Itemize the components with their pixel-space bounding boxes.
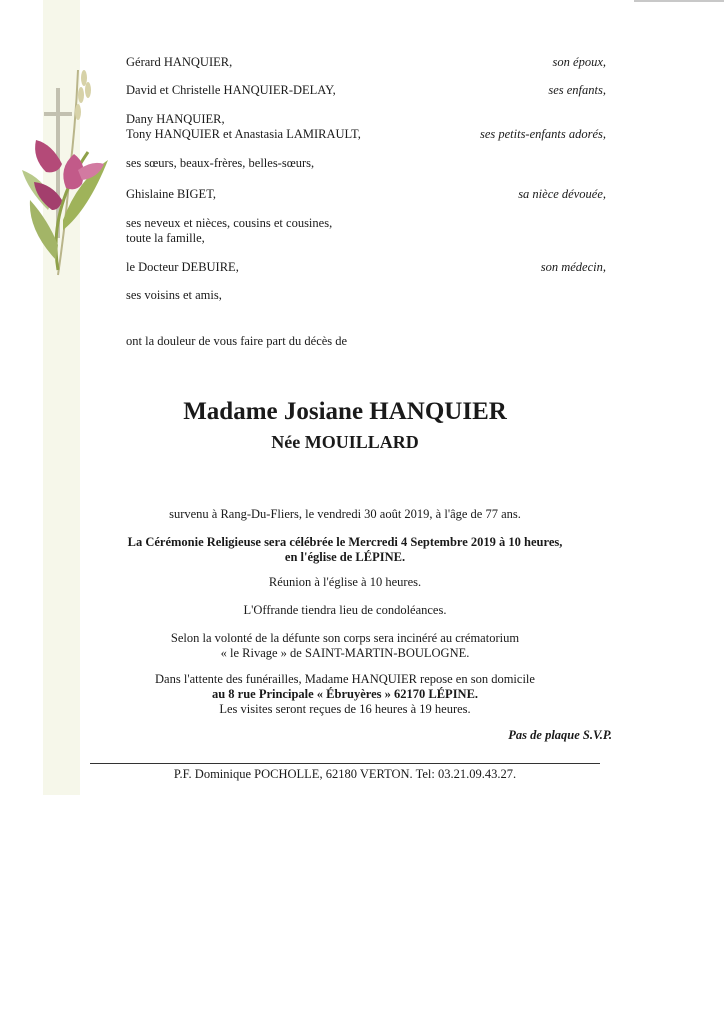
cremation-line-2: « le Rivage » de SAINT-MARTIN-BOULOGNE. [220, 646, 470, 660]
lily-icon [34, 140, 104, 210]
family-relation: son époux, [552, 55, 606, 69]
cremation-line-1: Selon la volonté de la défunte son corps sera incinéré au crématorium [170, 631, 520, 645]
maiden-name: Née MOUILLARD [271, 432, 419, 452]
rest-line-1: Dans l'attente des funérailles, Madame HANQUIER repose en son domicile [155, 672, 535, 686]
family-member: David et Christelle HANQUIER-DELAY, [126, 83, 336, 97]
ceremony-line-2: en l'église de LÉPINE. [284, 550, 406, 564]
scan-edge-mark [634, 0, 724, 2]
family-member: le Docteur DEBUIRE, [126, 260, 239, 274]
family-member: ses sœurs, beaux-frères, belles-sœurs, [126, 156, 315, 170]
family-relation: ses petits-enfants adorés, [479, 127, 606, 141]
no-plaque-note: Pas de plaque S.V.P. [508, 728, 612, 742]
meeting-info: Réunion à l'église à 10 heures. [268, 575, 422, 589]
ceremony-line-1: La Cérémonie Religieuse sera célébrée le Mercredi 4 Septembre 2019 à 10 heures, [127, 535, 563, 549]
family-member: ses voisins et amis, [126, 288, 222, 302]
family-relation: son médecin, [540, 260, 606, 274]
rest-line-2: au 8 rue Principale « Ébruyères » 62170 LÉPINE. [211, 687, 479, 701]
cross-and-lily-ornament [18, 60, 118, 285]
family-relation: sa nièce dévouée, [518, 187, 606, 201]
family-member: Ghislaine BIGET, [126, 187, 217, 201]
announcement-text: ont la douleur de vous faire part du décès de [126, 334, 348, 348]
family-member: Dany HANQUIER, Tony HANQUIER et Anastasia LAMIRAULT, [126, 112, 361, 141]
rest-line-3: Les visites seront reçues de 16 heures à 19 heures. [219, 702, 471, 716]
death-details: survenu à Rang-Du-Fliers, le vendredi 30 août 2019, à l'âge de 77 ans. [169, 507, 521, 521]
offering-info: L'Offrande tiendra lieu de condoléances. [243, 603, 447, 617]
family-member: ses neveux et nièces, cousins et cousines, toute la famille, [126, 216, 333, 245]
family-member: Gérard HANQUIER, [126, 55, 233, 69]
funeral-home-footer: P.F. Dominique POCHOLLE, 62180 VERTON. Tel: 03.21.09.43.27. [173, 767, 517, 781]
deceased-name: Madame Josiane HANQUIER [183, 398, 507, 425]
family-relation: ses enfants, [548, 83, 606, 97]
footer-divider [90, 763, 600, 764]
